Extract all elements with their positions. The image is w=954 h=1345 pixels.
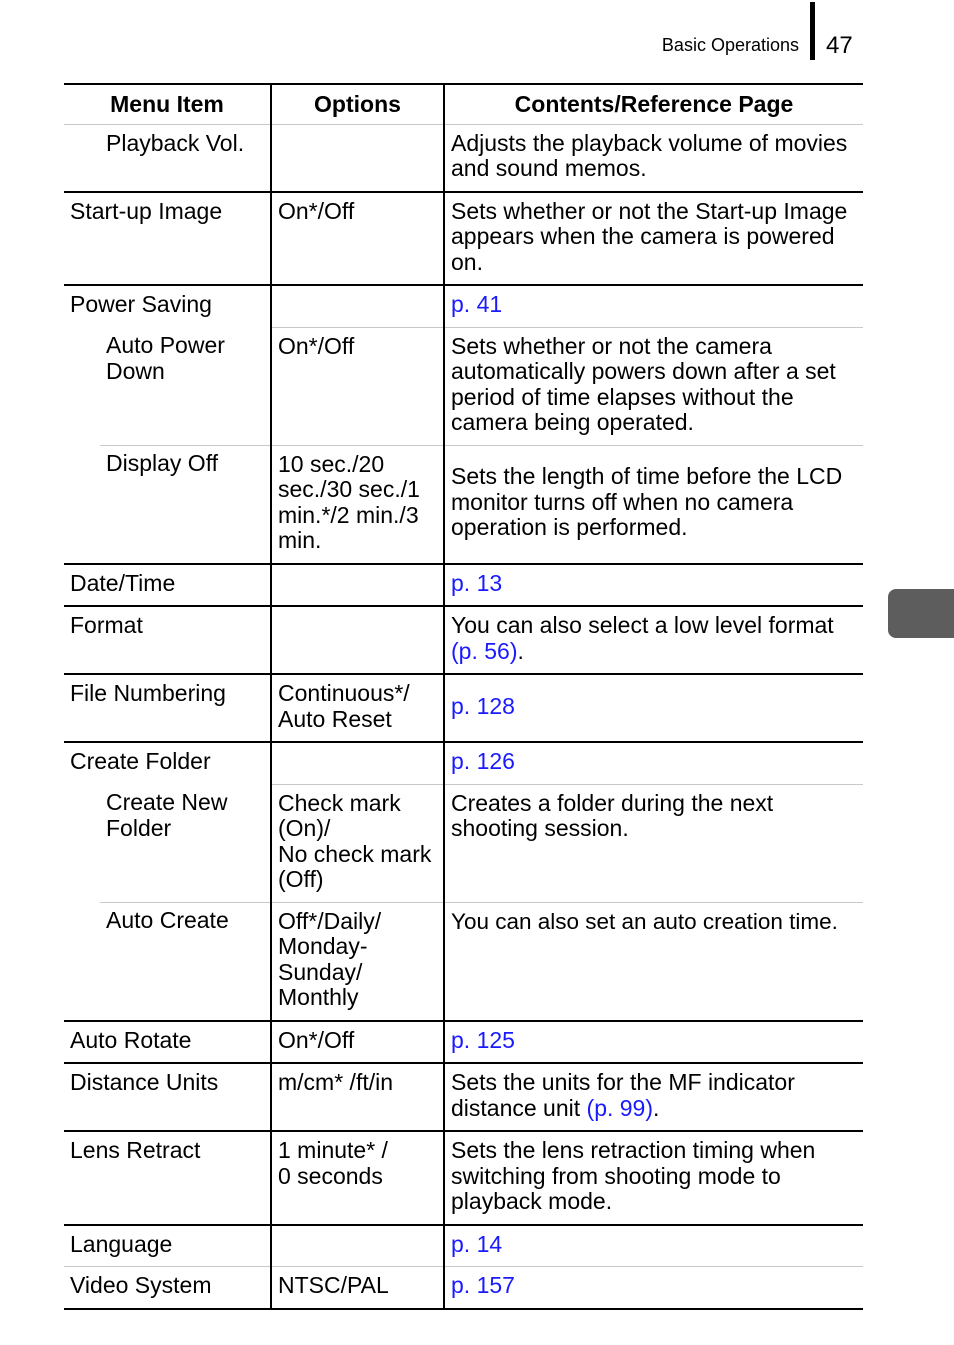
- table-row: [64, 1131, 863, 1225]
- table-row: [64, 674, 863, 742]
- options-cell: 10 sec./20 sec./30 sec./1 min.*/2 min./3 min.: [271, 445, 444, 564]
- options-cell: [271, 124, 444, 192]
- chapter-tab: [888, 589, 954, 638]
- menu-item-cell: Language: [64, 1225, 271, 1267]
- contents-cell: [444, 742, 863, 784]
- page-reference-link[interactable]: p. 128: [451, 692, 515, 719]
- options-cell: [271, 606, 444, 674]
- options-line: (Off): [278, 866, 324, 892]
- page-reference-link[interactable]: p. 14: [451, 1230, 503, 1257]
- menu-item-cell: Distance Units: [64, 1063, 271, 1131]
- options-line: Monday-: [278, 933, 368, 959]
- table-row: [64, 1267, 863, 1309]
- menu-item-cell: Playback Vol.: [64, 124, 271, 192]
- page-reference-link[interactable]: (p. 99): [586, 1094, 654, 1121]
- options-cell: On*/Off: [271, 1021, 444, 1064]
- options-cell: On*/Off: [271, 192, 444, 286]
- table-row: [64, 606, 863, 674]
- options-cell: [271, 1225, 444, 1267]
- column-header-contents: Contents/Reference Page: [444, 84, 863, 124]
- table-row: [64, 327, 863, 445]
- contents-cell: Sets whether or not the camera automatically powers down after a set period of time elapses without the camera being operated.: [444, 327, 863, 445]
- page-reference-link[interactable]: (p. 56): [451, 637, 518, 664]
- table-row: [64, 1225, 863, 1267]
- table-row: [64, 902, 863, 1021]
- options-line: Off*/Daily/: [278, 907, 382, 934]
- contents-cell: [444, 1021, 863, 1064]
- options-cell: [271, 285, 444, 327]
- table-row: [64, 1063, 863, 1131]
- contents-cell: [444, 674, 863, 742]
- section-label: Basic Operations: [661, 35, 799, 55]
- contents-cell: Sets the length of time before the LCD monitor turns off when no camera operation is performed.: [444, 445, 863, 564]
- table-row: [64, 445, 863, 564]
- table-row: [64, 784, 863, 902]
- contents-cell: Creates a folder during the next shooting session.: [444, 784, 863, 902]
- contents-cell: Sets whether or not the Start-up Image appears when the camera is powered on.: [444, 192, 863, 286]
- page-reference-link[interactable]: p. 41: [451, 291, 503, 317]
- options-cell: [271, 742, 444, 784]
- contents-text: You can also select a low level format: [451, 612, 834, 638]
- contents-cell: [444, 1063, 863, 1131]
- options-line: Monthly: [278, 984, 359, 1010]
- page-reference-link[interactable]: p. 126: [451, 748, 515, 774]
- page-number: 47: [826, 32, 853, 59]
- menu-item-cell: Auto Rotate: [64, 1021, 271, 1064]
- options-cell: m/cm* /ft/in: [271, 1063, 444, 1131]
- contents-suffix: .: [653, 1094, 660, 1121]
- options-line: No check mark: [278, 840, 432, 867]
- options-line: 1 minute* /: [278, 1137, 388, 1163]
- contents-cell: [444, 1267, 863, 1309]
- options-cell: [271, 1131, 444, 1225]
- menu-item-cell: Display Off: [64, 445, 271, 564]
- options-line: (On)/: [278, 815, 331, 841]
- options-cell: Continuous*/ Auto Reset: [271, 674, 444, 742]
- options-cell: NTSC/PAL: [271, 1267, 444, 1309]
- menu-item-cell: Start-up Image: [64, 192, 271, 286]
- contents-cell: [444, 1225, 863, 1267]
- menu-item-cell: Auto Create: [64, 902, 271, 1021]
- contents-text: Sets the units for the MF indicator distance unit: [451, 1069, 795, 1121]
- column-header-options: Options: [271, 84, 444, 124]
- table-row: [64, 124, 863, 192]
- contents-suffix: .: [517, 637, 524, 664]
- table-row: [64, 192, 863, 286]
- menu-item-cell: Create New Folder: [64, 784, 271, 902]
- options-line: Check mark: [278, 789, 401, 816]
- options-cell: [271, 902, 444, 1021]
- options-cell: [271, 564, 444, 607]
- options-line: 0 seconds: [278, 1162, 383, 1189]
- contents-cell: [444, 564, 863, 607]
- menu-item-cell: Format: [64, 606, 271, 674]
- contents-cell: Adjusts the playback volume of movies and sound memos.: [444, 124, 863, 192]
- table-row: [64, 285, 863, 327]
- options-cell: [271, 784, 444, 902]
- contents-cell: Sets the lens retraction timing when switching from shooting mode to playback mode.: [444, 1131, 863, 1225]
- options-cell: On*/Off: [271, 327, 444, 445]
- table-header-row: [64, 84, 863, 124]
- contents-cell: [444, 606, 863, 674]
- header-divider: [810, 2, 815, 60]
- menu-item-cell: Create Folder: [64, 742, 271, 784]
- menu-item-cell: Date/Time: [64, 564, 271, 607]
- contents-cell: [444, 285, 863, 327]
- table-row: [64, 742, 863, 784]
- table-row: [64, 1021, 863, 1064]
- menu-item-cell: Power Saving: [64, 285, 271, 327]
- page-reference-link[interactable]: p. 125: [451, 1026, 515, 1053]
- options-line: Sunday/: [278, 958, 363, 985]
- page-reference-link[interactable]: p. 157: [451, 1272, 515, 1298]
- menu-item-cell: Video System: [64, 1267, 271, 1309]
- menu-item-cell: Lens Retract: [64, 1131, 271, 1225]
- settings-table: [64, 83, 863, 1310]
- menu-item-cell: File Numbering: [64, 674, 271, 742]
- table-row: [64, 564, 863, 607]
- page-reference-link[interactable]: p. 13: [451, 569, 503, 596]
- contents-cell: You can also set an auto creation time.: [444, 902, 863, 1021]
- menu-item-cell: Auto Power Down: [64, 327, 271, 445]
- column-header-menu-item: Menu Item: [64, 84, 271, 124]
